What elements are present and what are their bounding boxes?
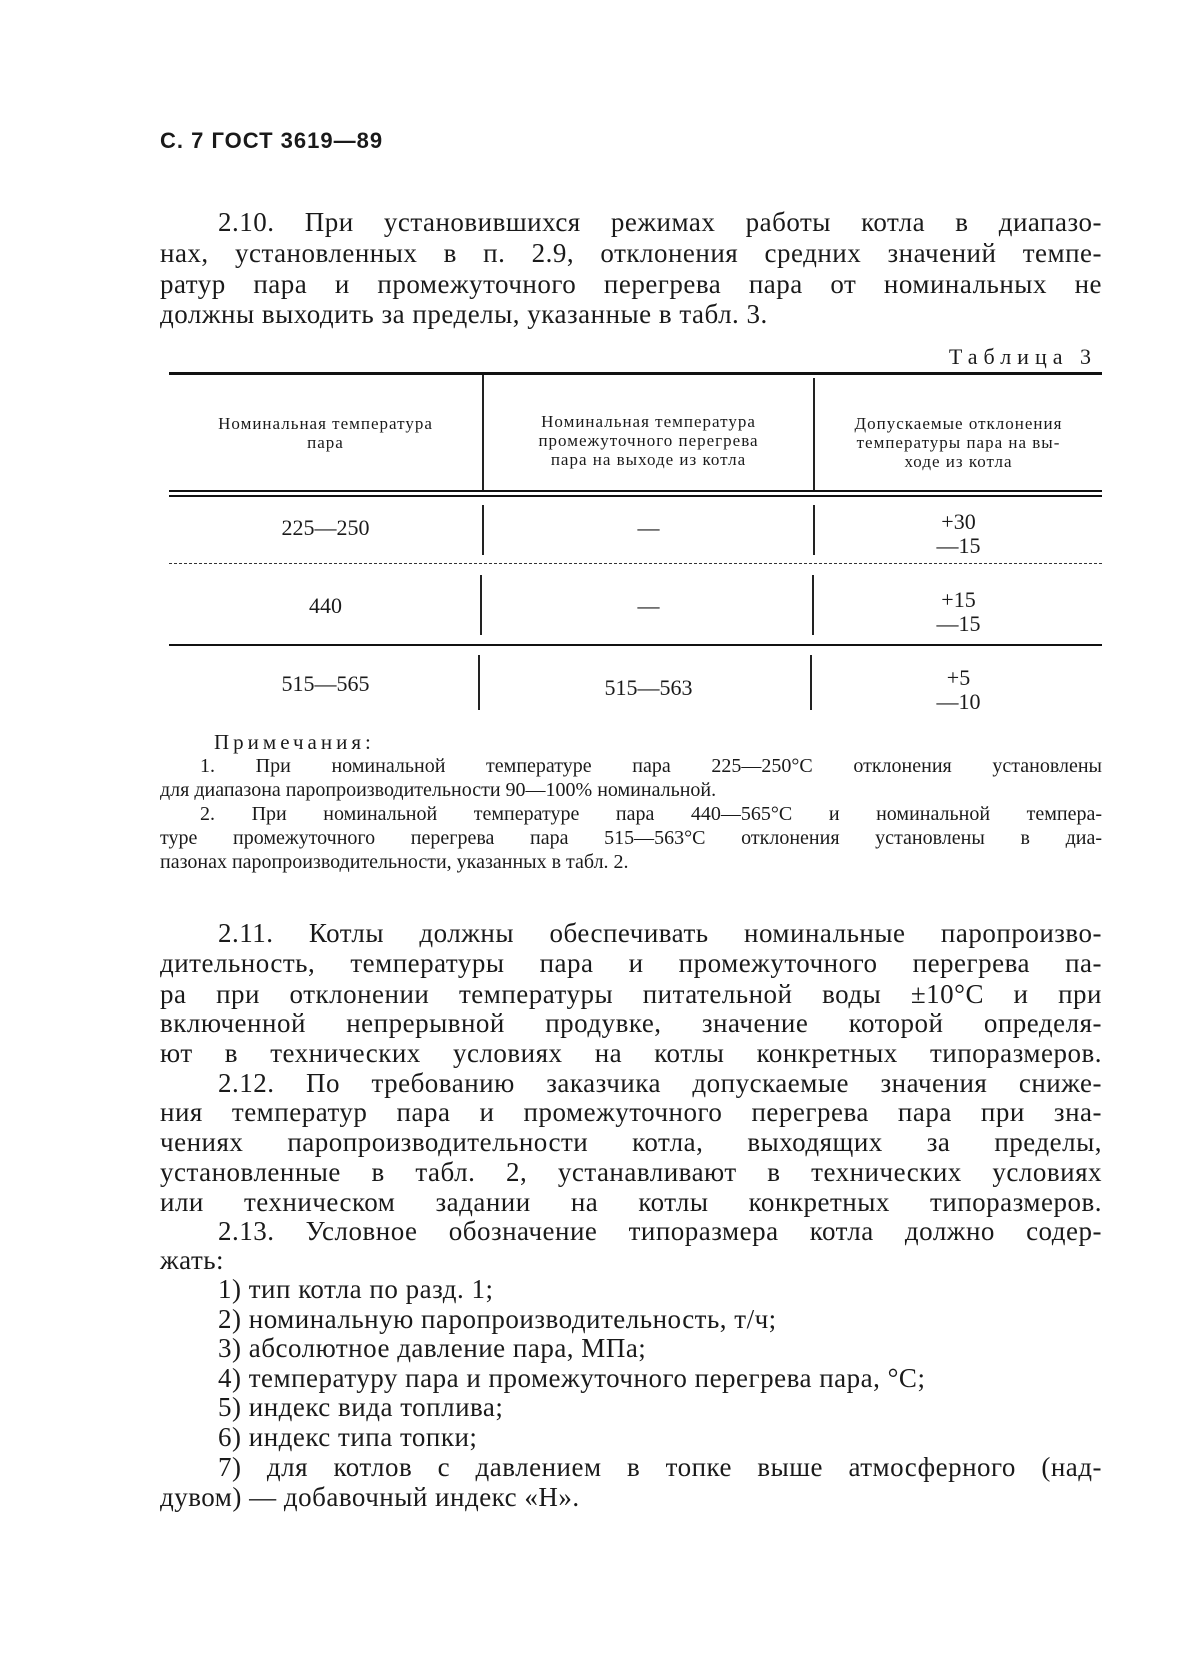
- row-separator: [169, 563, 1102, 564]
- header-line: Номинальная температура: [541, 412, 756, 431]
- note-line: пазонах паропроизводительности, указанных в табл. 2.: [160, 851, 629, 873]
- list-item: 3) абсолютное давление пара, МПа;: [218, 1333, 647, 1363]
- paragraph-line: ют в технических условиях на котлы конкретных типоразмеров.: [160, 1038, 1102, 1068]
- list-item: 7) для котлов с давлением в топке выше атмосферного (над-: [218, 1452, 1102, 1482]
- paragraph-line: или техническом задании на котлы конкретных типоразмеров.: [160, 1187, 1102, 1217]
- paragraph-line: 2.13. Условное обозначение типоразмера котла должно содер-: [218, 1216, 1102, 1246]
- paragraph-line: должны выходить за пределы, указанные в табл. 3.: [160, 299, 768, 329]
- paragraph-line: жать:: [160, 1245, 225, 1275]
- header-line: Допускаемые отклонения: [854, 414, 1063, 433]
- paragraph-line: ра при отклонении температуры питательной воды ±10°С и при: [160, 979, 1102, 1009]
- column-header-steam-temp: [169, 414, 482, 452]
- paragraph-line: 2.10. При установившихся режимах работы котла в диапазо-: [218, 207, 1102, 237]
- note-line: туре промежуточного перегрева пара 515—563°С отклонения установлены в диа-: [160, 827, 1102, 849]
- list-item: 1) тип котла по разд. 1;: [218, 1274, 494, 1304]
- paragraph-line: нах, установленных в п. 2.9, отклонения средних значений темпе-: [160, 238, 1102, 268]
- cell-deviation: [815, 510, 1102, 558]
- deviation-minus: —10: [936, 689, 981, 714]
- cell-deviation: [815, 666, 1102, 714]
- table-top-rule: [169, 372, 1102, 375]
- cell-reheat: —: [637, 593, 660, 618]
- paragraph-line: 2.11. Котлы должны обеспечивать номинальные паропроизво-: [218, 918, 1102, 948]
- deviation-plus: +15: [941, 587, 976, 612]
- row-separator: [169, 644, 1102, 646]
- header-line: ходе из котла: [904, 452, 1013, 471]
- header-line: промежуточного перегрева: [538, 431, 759, 450]
- cell-deviation: [815, 588, 1102, 636]
- list-item: 2) номинальную паропроизводительность, т/ч;: [218, 1304, 777, 1334]
- column-header-deviation: [815, 414, 1102, 471]
- note-line: для диапазона паропроизводительности 90—100% номинальной.: [160, 779, 717, 801]
- header-line: температуры пара на вы-: [856, 433, 1061, 452]
- paragraph-line: включенной непрерывной продувке, значение которой определя-: [160, 1008, 1102, 1038]
- table-caption: Таблица 3: [948, 344, 1097, 369]
- list-item: 4) температуру пара и промежуточного перегрева пара, °С;: [218, 1363, 926, 1393]
- header-line: пара: [307, 433, 344, 452]
- deviation-plus: +5: [946, 665, 971, 690]
- cell-steam: 515—565: [281, 671, 370, 696]
- header-line: пара на выходе из котла: [550, 450, 747, 469]
- notes-title: Примечания:: [214, 730, 375, 754]
- header-rule: [169, 490, 1102, 492]
- deviation-plus: +30: [941, 509, 976, 534]
- paragraph-line: ратур пара и промежуточного перегрева пара от номинальных не: [160, 269, 1102, 299]
- cell-steam: 225—250: [281, 515, 370, 540]
- header-line: Номинальная температура: [218, 414, 433, 433]
- paragraph-line: ния температур пара и промежуточного перегрева пара при зна-: [160, 1097, 1102, 1127]
- note-line: 1. При номинальной температуре пара 225—250°С отклонения установлены: [200, 755, 1102, 777]
- deviation-minus: —15: [936, 611, 981, 636]
- note-line: 2. При номинальной температуре пара 440—565°С и номинальной темпера-: [200, 803, 1102, 825]
- header-rule: [169, 495, 1102, 497]
- page-header: С. 7 ГОСТ 3619—89: [160, 128, 384, 153]
- cell-reheat: 515—563: [604, 675, 693, 700]
- paragraph-line: чениях паропроизводительности котла, выходящих за пределы,: [160, 1127, 1102, 1157]
- paragraph-line: установленные в табл. 2, устанавливают в технических условиях: [160, 1157, 1102, 1187]
- column-header-reheat-temp: [484, 412, 813, 469]
- deviation-minus: —15: [936, 533, 981, 558]
- cell-steam: 440: [309, 593, 342, 618]
- paragraph-line: дительность, температуры пара и промежуточного перегрева па-: [160, 948, 1102, 978]
- list-item: дувом) — добавочный индекс «Н».: [160, 1482, 580, 1512]
- paragraph-line: 2.12. По требованию заказчика допускаемые значения сниже-: [218, 1068, 1102, 1098]
- cell-reheat: —: [637, 515, 660, 540]
- list-item: 6) индекс типа топки;: [218, 1422, 478, 1452]
- list-item: 5) индекс вида топлива;: [218, 1392, 504, 1422]
